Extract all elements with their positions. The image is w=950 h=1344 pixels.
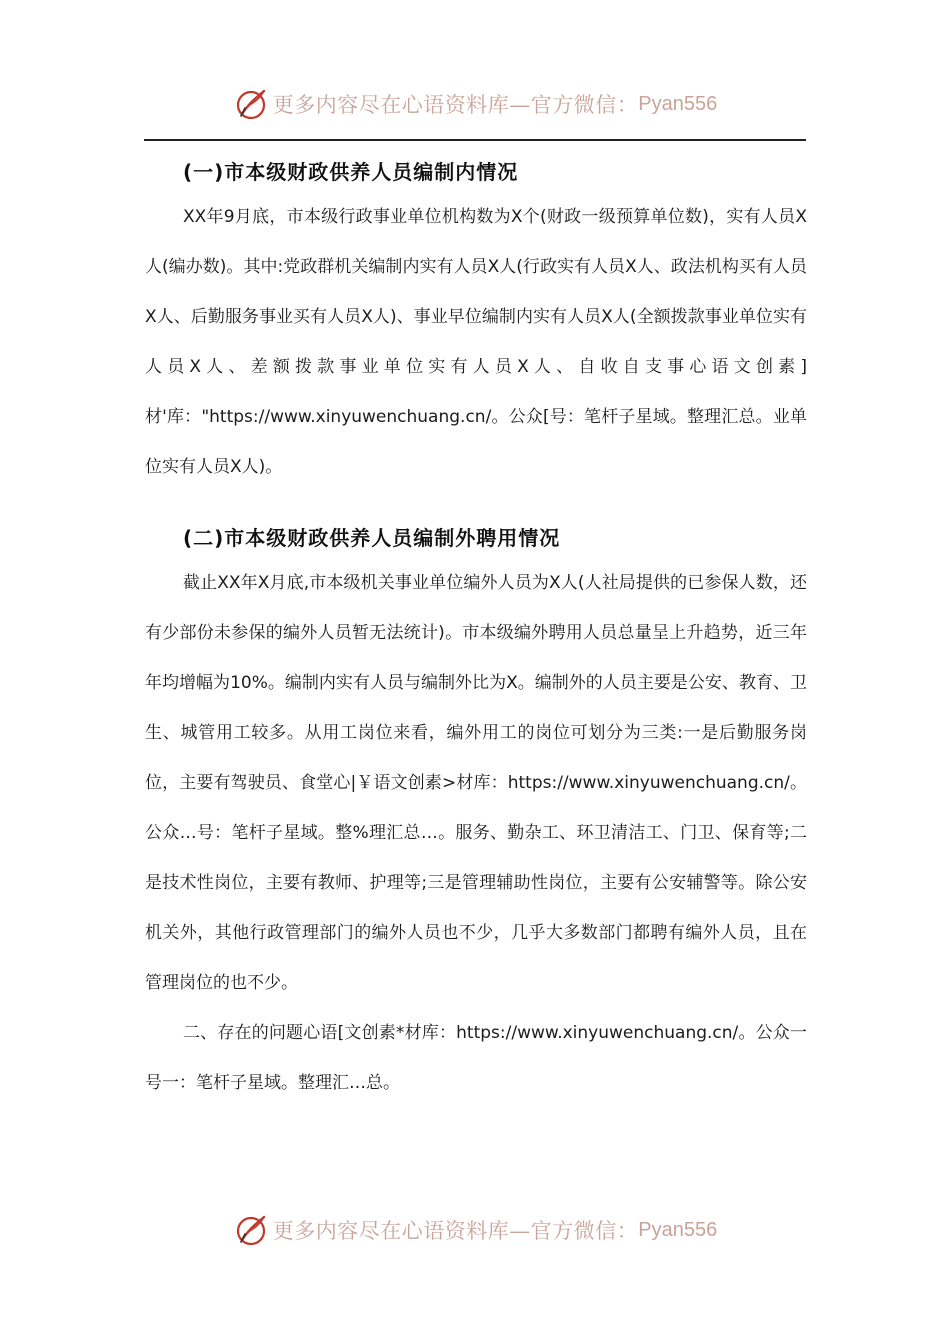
section-heading-2: (二)市本级财政供养人员编制外聘用情况 [183, 526, 561, 550]
section-paragraph-2: 截止XX年X月底,市本级机关事业单位编外人员为X人(人社局提供的已参保人数，还有少部份未参保的编外人员暂无法统计)。市本级编外聘用人员总量呈上升趋势，近三年年均增幅为10%。编制内实有人员与编制外比为X。编制外的人员主要是公安、教育、卫生、城管用工较多。从用工岗位来看，编外用工的岗位可划分为三类:一是后勤服务岗位，主要有驾驶员、食堂心|￥语文创素>材库：https://www.xinyuwenchuang.cn/。公众…号：笔杆子星域。整%理汇总…。服务、勤杂工、环卫清洁工、门卫、保育等;二是技术性岗位，主要有教师、护理等;三是管理辅助性岗位，主要有公安辅警等。除公安机关外，其他行政管理部门的编外人员也不少，几乎大多数部门都聘有编外人员，且在管理岗位的也不少。 [145, 573, 807, 993]
quill-logo-icon [233, 1212, 269, 1248]
quill-logo-icon [233, 86, 269, 122]
footer-watermark-banner [0, 1210, 950, 1250]
header-watermark-banner [0, 84, 950, 124]
banner-text: 更多内容尽在心语资料库—官方微信： [272, 93, 639, 117]
banner-text: 更多内容尽在心语资料库—官方微信： [272, 1219, 639, 1243]
banner-wechat-id: Pyan556 [638, 1218, 718, 1241]
section-paragraph-3: 二、存在的问题心语[文创素*材库：https://www.xinyuwenchuang.cn/。公众一号一：笔杆子星域。整理汇…总。 [145, 1023, 807, 1093]
document-body [145, 152, 807, 1108]
section-heading-1: (一)市本级财政供养人员编制内情况 [183, 160, 519, 184]
section-paragraph-1: XX年9月底，市本级行政事业单位机构数为X个(财政一级预算单位数)，实有人员X人(编办数)。其中:党政群机关编制内实有人员X人(行政实有人员X人、政法机构买有人员X人、后勤服务事业买有人员X人)、事业早位编制内实有人员X人(全额拨款事业单位实有人员X人、差额拨款事业单位实有人员X人、自收自支事心语文创素]材'库："https://www.xinyuwenchuang.cn/。公众[号：笔杆子星域。整理汇总。业单位实有人员X人)。 [145, 207, 807, 477]
header-divider [144, 139, 806, 141]
banner-wechat-id: Pyan556 [638, 92, 718, 115]
